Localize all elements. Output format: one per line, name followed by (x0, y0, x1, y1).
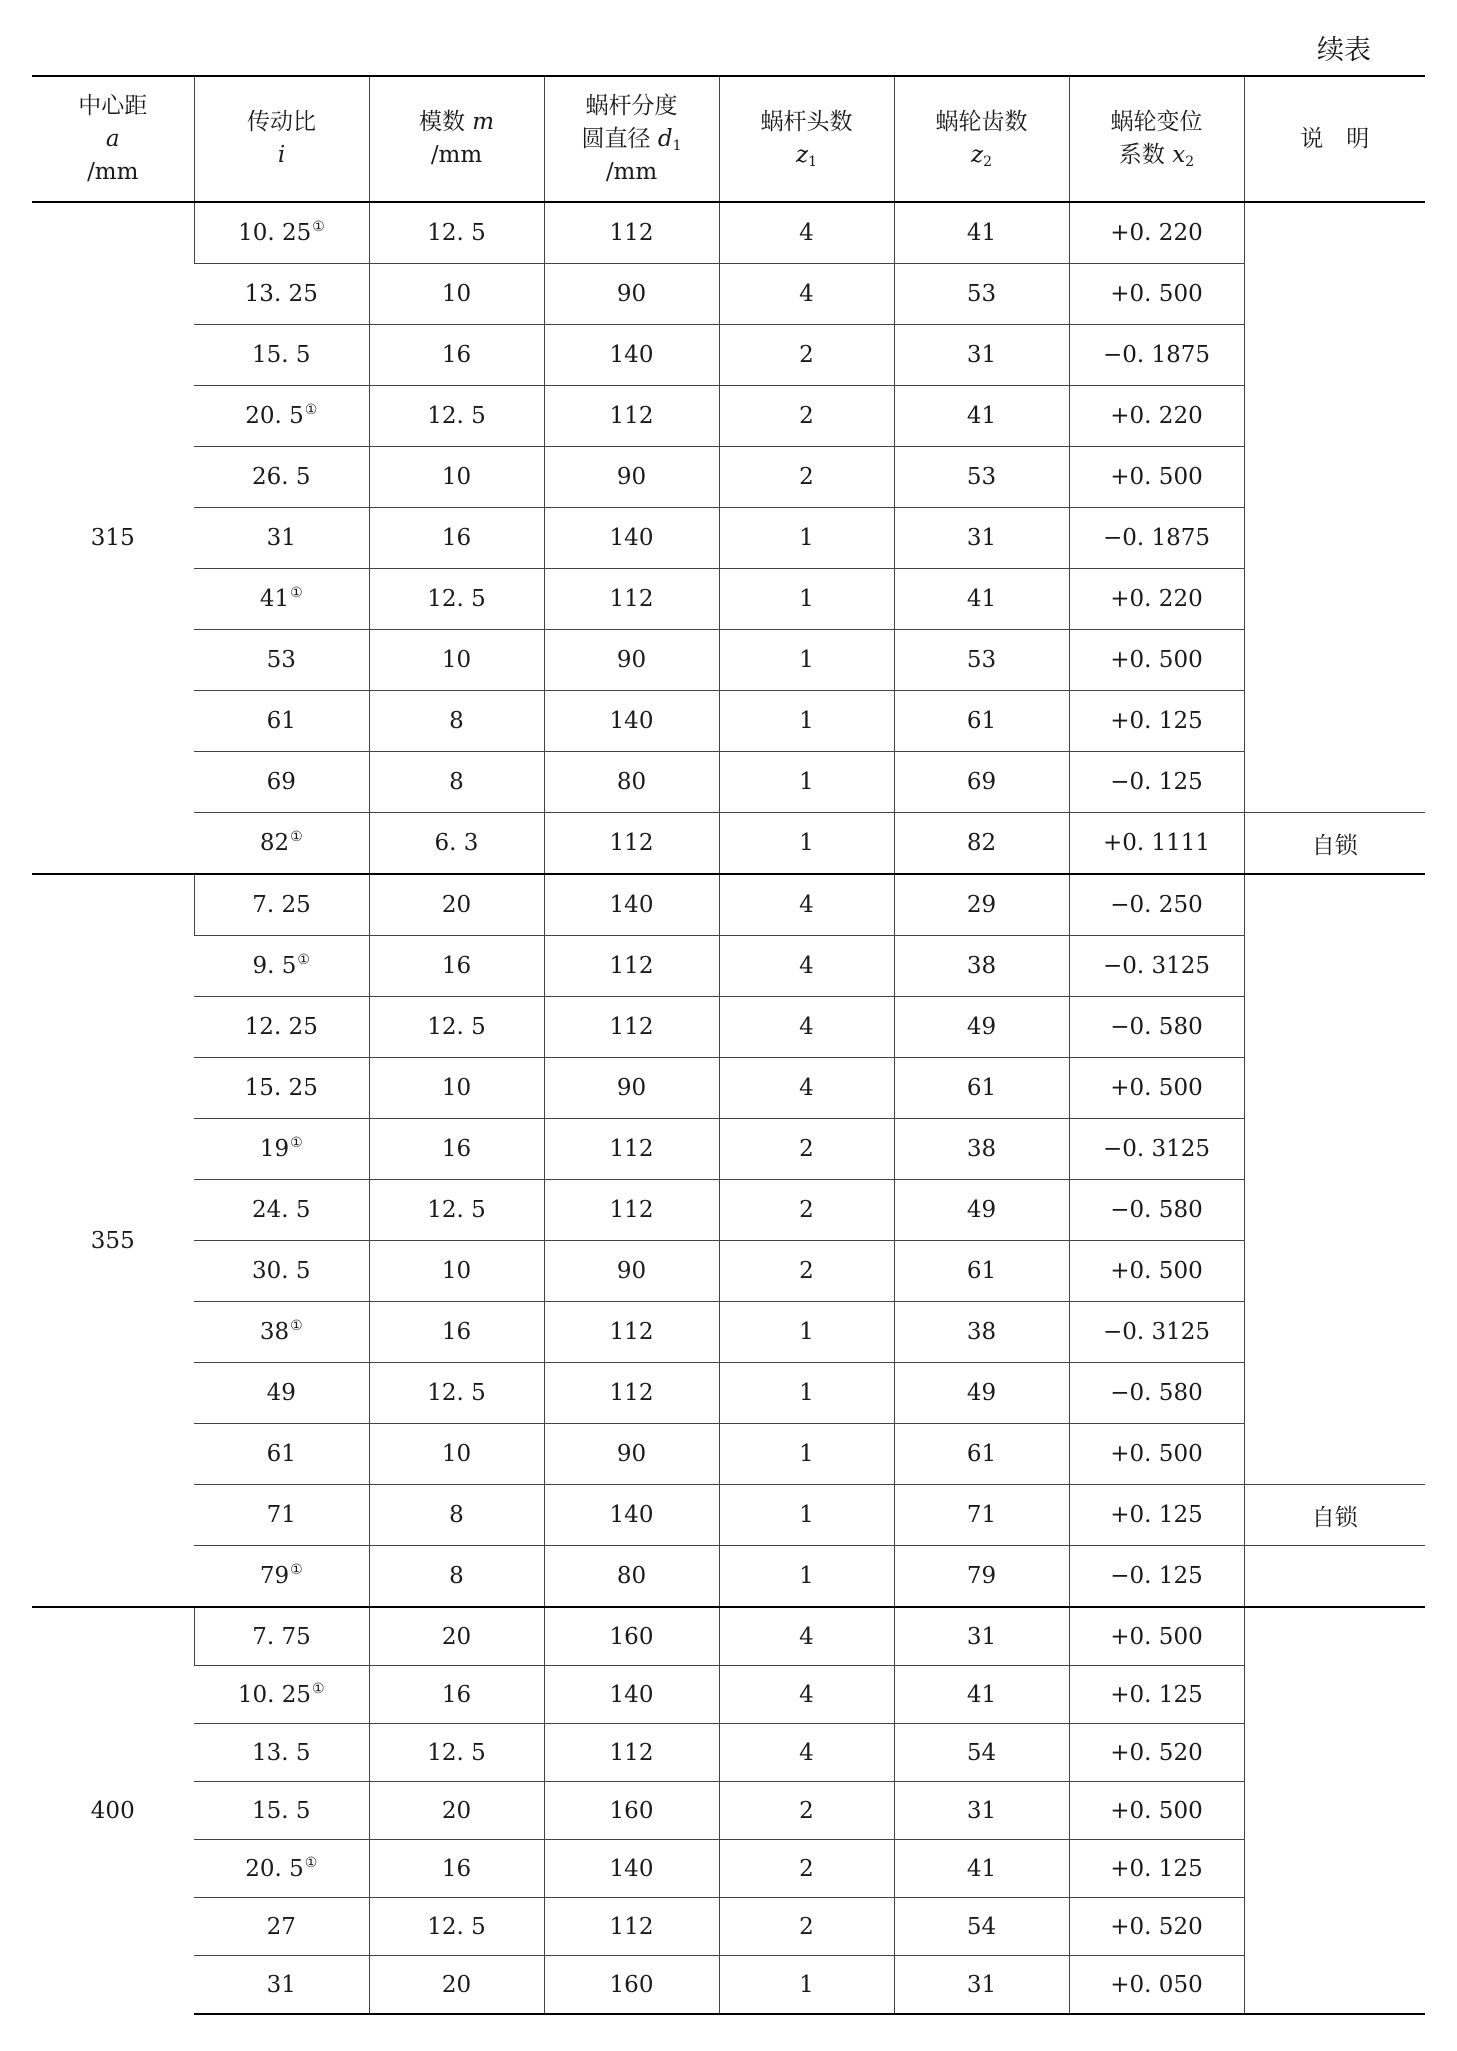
cell-worm-starts: 1 (719, 1363, 894, 1424)
table-row (32, 1607, 1425, 1666)
table-row (32, 1666, 1425, 1724)
cell-note (1244, 202, 1425, 264)
cell-worm-diameter: 140 (544, 874, 719, 936)
cell-worm-diameter: 112 (544, 1180, 719, 1241)
cell-module: 16 (369, 325, 544, 386)
table-row (32, 936, 1425, 997)
cell-shift-coefficient: +0. 500 (1069, 1058, 1244, 1119)
cell-module: 10 (369, 1058, 544, 1119)
table-row (32, 1840, 1425, 1898)
cell-note (1244, 752, 1425, 813)
cell-worm-diameter: 140 (544, 1666, 719, 1724)
cell-note (1244, 1782, 1425, 1840)
cell-ratio: 31 (194, 1956, 369, 2015)
cell-note (1244, 264, 1425, 325)
cell-note (1244, 325, 1425, 386)
cell-ratio: 15. 5 (194, 325, 369, 386)
cell-worm-diameter: 160 (544, 1607, 719, 1666)
footnote-mark: ① (304, 1854, 318, 1871)
cell-center-distance: 315 (32, 202, 194, 874)
table-row (32, 630, 1425, 691)
cell-note (1244, 1956, 1425, 2015)
cell-worm-starts: 4 (719, 874, 894, 936)
cell-module: 12. 5 (369, 1180, 544, 1241)
cell-worm-starts: 2 (719, 1119, 894, 1180)
cell-worm-diameter: 160 (544, 1782, 719, 1840)
cell-wheel-teeth: 61 (894, 691, 1069, 752)
cell-ratio: 7. 25 (194, 874, 369, 936)
cell-worm-diameter: 90 (544, 447, 719, 508)
cell-ratio: 9. 5① (194, 936, 369, 997)
cell-wheel-teeth: 31 (894, 1782, 1069, 1840)
table-row (32, 1424, 1425, 1485)
cell-worm-starts: 2 (719, 325, 894, 386)
cell-shift-coefficient: +0. 500 (1069, 1241, 1244, 1302)
cell-wheel-teeth: 38 (894, 1302, 1069, 1363)
header-wheel-teeth: 蜗轮齿数 $z_2$ (894, 76, 1069, 202)
cell-wheel-teeth: 61 (894, 1058, 1069, 1119)
cell-worm-diameter: 112 (544, 1119, 719, 1180)
cell-module: 16 (369, 1119, 544, 1180)
cell-worm-diameter: 140 (544, 1485, 719, 1546)
header-ratio: 传动比 i (194, 76, 369, 202)
cell-ratio: 10. 25① (194, 202, 369, 264)
cell-note (1244, 1058, 1425, 1119)
cell-worm-diameter: 112 (544, 569, 719, 630)
cell-wheel-teeth: 31 (894, 325, 1069, 386)
cell-worm-diameter: 112 (544, 386, 719, 447)
cell-wheel-teeth: 41 (894, 569, 1069, 630)
cell-ratio: 69 (194, 752, 369, 813)
cell-wheel-teeth: 41 (894, 1840, 1069, 1898)
cell-module: 6. 3 (369, 813, 544, 875)
cell-module: 10 (369, 447, 544, 508)
cell-worm-diameter: 112 (544, 1302, 719, 1363)
cell-shift-coefficient: −0. 580 (1069, 997, 1244, 1058)
cell-worm-diameter: 112 (544, 813, 719, 875)
cell-worm-diameter: 112 (544, 936, 719, 997)
cell-module: 12. 5 (369, 1363, 544, 1424)
cell-note (1244, 691, 1425, 752)
cell-module: 12. 5 (369, 1898, 544, 1956)
cell-ratio: 27 (194, 1898, 369, 1956)
cell-worm-starts: 1 (719, 1956, 894, 2015)
cell-ratio: 24. 5 (194, 1180, 369, 1241)
table-row (32, 1898, 1425, 1956)
cell-wheel-teeth: 53 (894, 264, 1069, 325)
cell-worm-starts: 4 (719, 202, 894, 264)
table-row (32, 1119, 1425, 1180)
cell-worm-diameter: 90 (544, 1058, 719, 1119)
cell-module: 8 (369, 752, 544, 813)
cell-worm-starts: 4 (719, 1607, 894, 1666)
cell-worm-diameter: 112 (544, 202, 719, 264)
cell-ratio: 61 (194, 691, 369, 752)
cell-ratio: 61 (194, 1424, 369, 1485)
header-shift-coefficient: 蜗轮变位 系数 $x_2$ (1069, 76, 1244, 202)
header-note: 说 明 (1244, 76, 1425, 202)
cell-worm-starts: 4 (719, 1666, 894, 1724)
cell-ratio: 41① (194, 569, 369, 630)
table-row (32, 1485, 1425, 1546)
cell-module: 16 (369, 936, 544, 997)
cell-worm-starts: 2 (719, 1180, 894, 1241)
cell-wheel-teeth: 61 (894, 1241, 1069, 1302)
cell-module: 12. 5 (369, 1724, 544, 1782)
cell-wheel-teeth: 54 (894, 1724, 1069, 1782)
cell-note (1244, 1180, 1425, 1241)
cell-module: 20 (369, 1607, 544, 1666)
cell-shift-coefficient: +0. 050 (1069, 1956, 1244, 2015)
cell-worm-diameter: 90 (544, 264, 719, 325)
table-row (32, 569, 1425, 630)
cell-worm-diameter: 90 (544, 630, 719, 691)
table-row (32, 1180, 1425, 1241)
cell-note (1244, 997, 1425, 1058)
cell-shift-coefficient: +0. 500 (1069, 264, 1244, 325)
cell-module: 10 (369, 630, 544, 691)
header-worm-diameter: 蜗杆分度 圆直径 $d_1$ /mm (544, 76, 719, 202)
cell-shift-coefficient: +0. 520 (1069, 1724, 1244, 1782)
worm-gear-parameter-table (32, 75, 1425, 2015)
cell-note (1244, 1898, 1425, 1956)
cell-note (1244, 630, 1425, 691)
cell-wheel-teeth: 49 (894, 1363, 1069, 1424)
cell-worm-diameter: 80 (544, 1546, 719, 1608)
cell-shift-coefficient: +0. 125 (1069, 1840, 1244, 1898)
footnote-mark: ① (290, 1135, 303, 1151)
cell-worm-diameter: 90 (544, 1424, 719, 1485)
cell-ratio: 13. 25 (194, 264, 369, 325)
cell-shift-coefficient: +0. 500 (1069, 630, 1244, 691)
cell-worm-starts: 2 (719, 1840, 894, 1898)
footnote-mark: ① (312, 219, 325, 235)
cell-worm-starts: 1 (719, 1546, 894, 1608)
footnote-mark: ① (312, 1680, 325, 1697)
cell-shift-coefficient: +0. 125 (1069, 1485, 1244, 1546)
table-row (32, 202, 1425, 264)
cell-note (1244, 1363, 1425, 1424)
cell-wheel-teeth: 53 (894, 630, 1069, 691)
cell-wheel-teeth: 79 (894, 1546, 1069, 1608)
cell-module: 10 (369, 264, 544, 325)
cell-worm-diameter: 112 (544, 997, 719, 1058)
footnote-mark: ① (290, 1562, 303, 1578)
cell-module: 8 (369, 691, 544, 752)
cell-ratio: 13. 5 (194, 1724, 369, 1782)
table-row (32, 386, 1425, 447)
cell-shift-coefficient: +0. 220 (1069, 386, 1244, 447)
table-row (32, 874, 1425, 936)
cell-ratio: 10. 25① (194, 1666, 369, 1724)
cell-shift-coefficient: −0. 1875 (1069, 325, 1244, 386)
cell-worm-starts: 1 (719, 752, 894, 813)
cell-module: 12. 5 (369, 997, 544, 1058)
cell-ratio: 71 (194, 1485, 369, 1546)
cell-ratio: 12. 25 (194, 997, 369, 1058)
cell-worm-diameter: 112 (544, 1898, 719, 1956)
cell-wheel-teeth: 41 (894, 1666, 1069, 1724)
cell-wheel-teeth: 69 (894, 752, 1069, 813)
table-row (32, 813, 1425, 875)
cell-module: 16 (369, 1302, 544, 1363)
cell-worm-starts: 2 (719, 447, 894, 508)
table-row (32, 1956, 1425, 2015)
continued-label: 续表 (1317, 35, 1371, 66)
cell-shift-coefficient: −0. 125 (1069, 752, 1244, 813)
cell-shift-coefficient: +0. 500 (1069, 1424, 1244, 1485)
cell-ratio: 26. 5 (194, 447, 369, 508)
cell-wheel-teeth: 38 (894, 1119, 1069, 1180)
cell-note (1244, 1546, 1425, 1608)
cell-module: 12. 5 (369, 202, 544, 264)
cell-wheel-teeth: 61 (894, 1424, 1069, 1485)
cell-note (1244, 936, 1425, 997)
cell-wheel-teeth: 29 (894, 874, 1069, 936)
cell-wheel-teeth: 71 (894, 1485, 1069, 1546)
cell-module: 8 (369, 1546, 544, 1608)
header-module: 模数 m /mm (369, 76, 544, 202)
cell-worm-starts: 1 (719, 1302, 894, 1363)
cell-ratio: 20. 5① (194, 386, 369, 447)
cell-module: 20 (369, 874, 544, 936)
footnote-mark: ① (304, 402, 318, 418)
cell-module: 8 (369, 1485, 544, 1546)
cell-worm-diameter: 140 (544, 1840, 719, 1898)
table-row (32, 1363, 1425, 1424)
cell-shift-coefficient: −0. 3125 (1069, 1119, 1244, 1180)
cell-shift-coefficient: −0. 250 (1069, 874, 1244, 936)
cell-shift-coefficient: +0. 1111 (1069, 813, 1244, 875)
cell-ratio: 79① (194, 1546, 369, 1608)
cell-ratio: 20. 5① (194, 1840, 369, 1898)
table-row (32, 1302, 1425, 1363)
cell-worm-diameter: 80 (544, 752, 719, 813)
cell-worm-starts: 1 (719, 1485, 894, 1546)
cell-note: 自锁 (1244, 813, 1425, 875)
cell-ratio: 19① (194, 1119, 369, 1180)
cell-worm-starts: 1 (719, 569, 894, 630)
cell-wheel-teeth: 53 (894, 447, 1069, 508)
cell-worm-starts: 4 (719, 997, 894, 1058)
cell-worm-diameter: 112 (544, 1724, 719, 1782)
table-row (32, 447, 1425, 508)
cell-module: 20 (369, 1782, 544, 1840)
cell-module: 16 (369, 1666, 544, 1724)
cell-shift-coefficient: −0. 3125 (1069, 936, 1244, 997)
cell-shift-coefficient: −0. 580 (1069, 1363, 1244, 1424)
cell-worm-starts: 4 (719, 264, 894, 325)
cell-wheel-teeth: 31 (894, 1956, 1069, 2015)
cell-module: 20 (369, 1956, 544, 2015)
table-row (32, 752, 1425, 813)
cell-note (1244, 1840, 1425, 1898)
cell-note (1244, 1241, 1425, 1302)
cell-note (1244, 874, 1425, 936)
cell-worm-starts: 1 (719, 691, 894, 752)
cell-note (1244, 1607, 1425, 1666)
cell-note (1244, 1424, 1425, 1485)
cell-worm-diameter: 160 (544, 1956, 719, 2015)
footnote-mark: ① (290, 829, 303, 845)
table-header-row (32, 76, 1425, 202)
cell-wheel-teeth: 49 (894, 997, 1069, 1058)
cell-shift-coefficient: +0. 500 (1069, 1782, 1244, 1840)
cell-ratio: 15. 25 (194, 1058, 369, 1119)
table-row (32, 1546, 1425, 1608)
cell-ratio: 82① (194, 813, 369, 875)
cell-shift-coefficient: −0. 580 (1069, 1180, 1244, 1241)
cell-shift-coefficient: +0. 220 (1069, 202, 1244, 264)
cell-ratio: 30. 5 (194, 1241, 369, 1302)
cell-note (1244, 1119, 1425, 1180)
footnote-mark: ① (297, 952, 310, 968)
cell-center-distance: 355 (32, 874, 194, 1607)
cell-ratio: 15. 5 (194, 1782, 369, 1840)
cell-shift-coefficient: −0. 3125 (1069, 1302, 1244, 1363)
cell-wheel-teeth: 82 (894, 813, 1069, 875)
table-row (32, 1241, 1425, 1302)
cell-worm-diameter: 112 (544, 1363, 719, 1424)
cell-worm-starts: 1 (719, 630, 894, 691)
cell-ratio: 53 (194, 630, 369, 691)
cell-ratio: 38① (194, 1302, 369, 1363)
table-row (32, 1782, 1425, 1840)
cell-note: 自锁 (1244, 1485, 1425, 1546)
footnote-mark: ① (290, 1318, 303, 1334)
cell-worm-starts: 2 (719, 1898, 894, 1956)
header-worm-starts: 蜗杆头数 $z_1$ (719, 76, 894, 202)
table-row (32, 325, 1425, 386)
cell-note (1244, 447, 1425, 508)
table-row (32, 691, 1425, 752)
cell-shift-coefficient: +0. 500 (1069, 1607, 1244, 1666)
cell-note (1244, 1302, 1425, 1363)
cell-shift-coefficient: +0. 520 (1069, 1898, 1244, 1956)
cell-wheel-teeth: 31 (894, 508, 1069, 569)
cell-shift-coefficient: +0. 125 (1069, 1666, 1244, 1724)
cell-wheel-teeth: 41 (894, 386, 1069, 447)
cell-worm-diameter: 90 (544, 1241, 719, 1302)
cell-wheel-teeth: 31 (894, 1607, 1069, 1666)
cell-wheel-teeth: 38 (894, 936, 1069, 997)
cell-note (1244, 1724, 1425, 1782)
cell-module: 12. 5 (369, 569, 544, 630)
cell-worm-starts: 2 (719, 1241, 894, 1302)
cell-wheel-teeth: 49 (894, 1180, 1069, 1241)
cell-note (1244, 386, 1425, 447)
cell-module: 10 (369, 1241, 544, 1302)
cell-worm-starts: 4 (719, 936, 894, 997)
table-row (32, 1724, 1425, 1782)
cell-ratio: 49 (194, 1363, 369, 1424)
cell-ratio: 7. 75 (194, 1607, 369, 1666)
footnote-mark: ① (290, 585, 303, 601)
cell-worm-starts: 2 (719, 1782, 894, 1840)
cell-worm-starts: 2 (719, 386, 894, 447)
cell-module: 10 (369, 1424, 544, 1485)
cell-shift-coefficient: −0. 125 (1069, 1546, 1244, 1608)
cell-ratio: 31 (194, 508, 369, 569)
cell-worm-diameter: 140 (544, 325, 719, 386)
cell-worm-diameter: 140 (544, 691, 719, 752)
cell-worm-diameter: 140 (544, 508, 719, 569)
table-row (32, 997, 1425, 1058)
cell-shift-coefficient: −0. 1875 (1069, 508, 1244, 569)
cell-module: 16 (369, 1840, 544, 1898)
cell-worm-starts: 4 (719, 1724, 894, 1782)
cell-note (1244, 508, 1425, 569)
cell-module: 12. 5 (369, 386, 544, 447)
cell-wheel-teeth: 41 (894, 202, 1069, 264)
table-row (32, 1058, 1425, 1119)
cell-worm-starts: 4 (719, 1058, 894, 1119)
cell-worm-starts: 1 (719, 813, 894, 875)
cell-center-distance: 400 (32, 1607, 194, 2014)
cell-worm-starts: 1 (719, 1424, 894, 1485)
header-center-distance: 中心距 a /mm (32, 76, 194, 202)
cell-note (1244, 569, 1425, 630)
cell-worm-starts: 1 (719, 508, 894, 569)
cell-module: 16 (369, 508, 544, 569)
cell-note (1244, 1666, 1425, 1724)
table-row (32, 508, 1425, 569)
cell-shift-coefficient: +0. 500 (1069, 447, 1244, 508)
cell-shift-coefficient: +0. 125 (1069, 691, 1244, 752)
cell-wheel-teeth: 54 (894, 1898, 1069, 1956)
cell-shift-coefficient: +0. 220 (1069, 569, 1244, 630)
table-row (32, 264, 1425, 325)
